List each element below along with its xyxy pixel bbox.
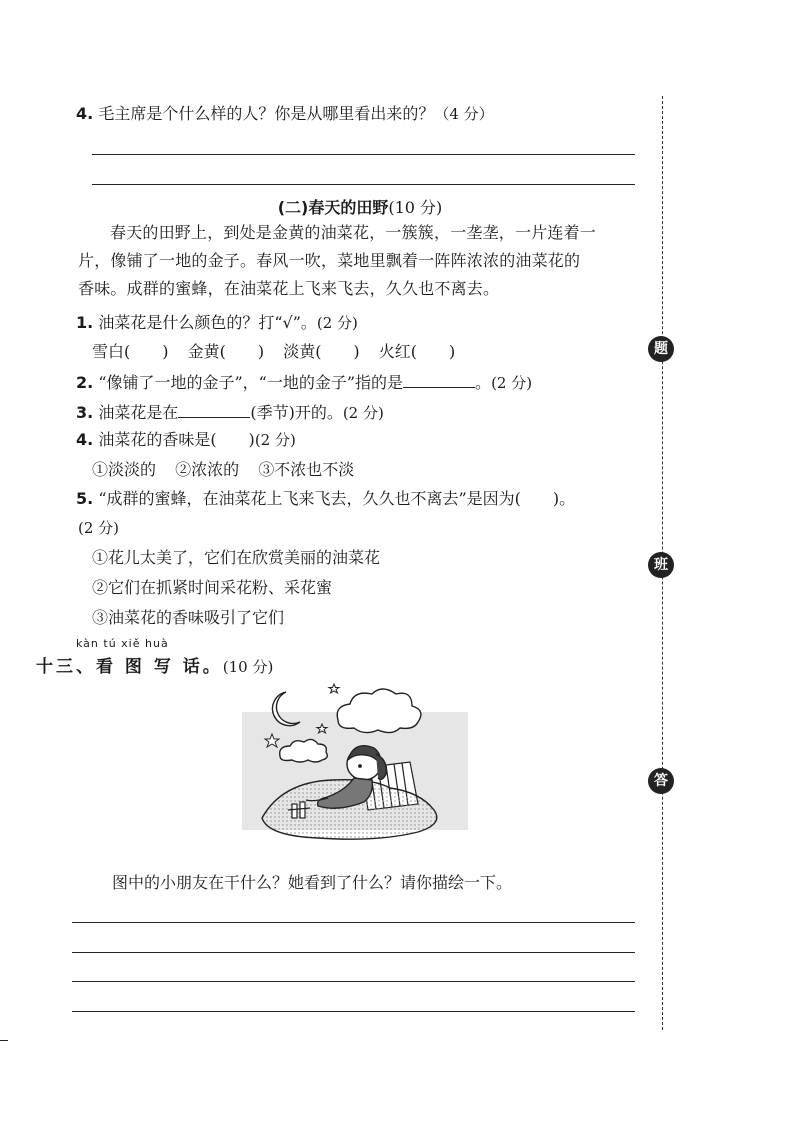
question-4: 4. 油菜花的香味是( )(2 分): [76, 430, 296, 449]
question-5-option-1[interactable]: ①花儿太美了，它们在欣赏美丽的油菜花: [92, 548, 381, 567]
answer-line[interactable]: [92, 184, 635, 185]
section-title-pinyin: kàn tú xiě huà: [76, 637, 169, 650]
cloud-icon: [337, 689, 421, 733]
option-light-yellow[interactable]: 淡黄( ): [283, 342, 360, 361]
passage-title: (二)春天的田野(10 分): [277, 198, 443, 217]
option-2[interactable]: ②浓浓的: [175, 460, 240, 479]
writing-line[interactable]: [72, 1011, 635, 1012]
question-5-option-2[interactable]: ②它们在抓紧时间采花粉、采花蜜: [92, 578, 333, 597]
margin-seal-1: 题: [648, 336, 674, 362]
scan-mark: [0, 1040, 8, 1041]
question-5-score: (2 分): [78, 519, 120, 537]
section-13-title: 十三、看 图 写 话。(10 分): [36, 657, 274, 677]
question-1-options: [92, 342, 469, 362]
margin-seal-3: 答: [648, 768, 674, 794]
writing-prompt: 图中的小朋友在干什么？她看到了什么？请你描绘一下。: [112, 873, 513, 892]
star-icon: [329, 684, 339, 693]
fill-blank[interactable]: [178, 401, 250, 418]
question-5: 5. “成群的蜜蜂，在油菜花上飞来飞去，久久也不离去”是因为( )。: [76, 489, 576, 508]
writing-line[interactable]: [72, 952, 635, 953]
question-5-option-3[interactable]: ③油菜花的香味吸引了它们: [92, 608, 285, 627]
option-fiery-red[interactable]: 火红( ): [378, 342, 456, 361]
option-3[interactable]: ③不浓也不淡: [258, 460, 355, 479]
passage-text: 春天的田野上，到处是金黄的油菜花，一簇簇，一垄垄，一片连着一 片，像铺了一地的金子。春风一吹，菜地里飘着一阵阵浓浓的油菜花的 香味。成群的蜜蜂，在油菜花上飞来飞去，久久也不离去。: [78, 223, 597, 298]
option-snow-white[interactable]: 雪白( ): [92, 342, 169, 361]
fill-blank[interactable]: [403, 371, 475, 388]
question-4-options: [92, 460, 368, 480]
question-3: 3. 油菜花是在 (季节)开的。(2 分): [76, 403, 384, 422]
answer-line[interactable]: [92, 154, 635, 155]
option-golden[interactable]: 金黄( ): [187, 342, 265, 361]
illustration-girl-stargazing: [242, 676, 468, 852]
question-1: 1. 油菜花是什么颜色的？打“√”。(2 分): [76, 313, 358, 332]
writing-line[interactable]: [72, 981, 635, 982]
prev-question-4: 4. 毛主席是个什么样的人？你是从哪里看出来的？（4 分）: [76, 104, 494, 123]
writing-line[interactable]: [72, 922, 635, 923]
question-2: 2. “像铺了一地的金子”，“一地的金子”指的是 。(2 分): [76, 373, 533, 392]
option-1[interactable]: ①淡淡的: [92, 460, 157, 479]
margin-seal-2: 班: [648, 552, 674, 578]
